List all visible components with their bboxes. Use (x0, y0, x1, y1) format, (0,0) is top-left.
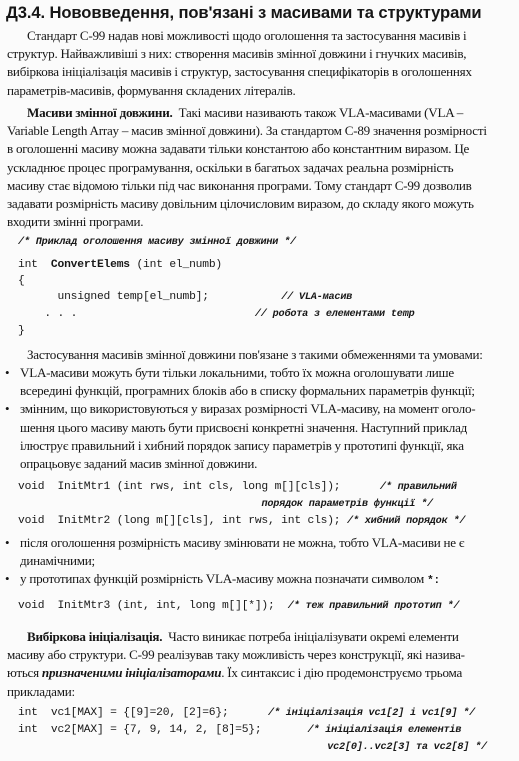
code-line: int vc1[MAX] = {[9]=20, [2]=6}; (18, 707, 229, 719)
vla-heading: Масиви змінної довжини. (27, 105, 173, 120)
code-decl: unsigned temp[el_numb]; (57, 291, 209, 303)
text-line: входити змінні програми. (7, 214, 144, 230)
bullet-dot: • (5, 365, 10, 380)
code-comment: // VLA-масив (281, 292, 353, 303)
code-dots: . . . (44, 308, 78, 320)
selective-init-paragraph (7, 628, 513, 701)
code-comment: /* ініціалізація елементів (307, 725, 462, 736)
code-block-initializers (18, 705, 516, 756)
text-line (7, 664, 513, 682)
selective-text-first: Часто виникає потреба ініціалізувати окремі елементи (168, 629, 459, 644)
text-line: ускладнює процес програмування, оскільки в багатьох задачах реальна розмірність (7, 159, 454, 175)
text-line: динамічними; (20, 553, 95, 569)
text-line: структур. Найважливіші з них: створення масивів змінної довжини і гнучких масивів, (7, 46, 467, 62)
bullet-dot: • (5, 535, 10, 550)
code-line: void InitMtr2 (long m[][cls], int rws, int cls); (18, 515, 341, 527)
text-line: задавати розмірність масиву довільним цілочисловим виразом, до складу якого можуть (7, 196, 474, 212)
code-comment: /* теж правильний прототип */ (287, 601, 460, 612)
code-comment: /* Приклад оголошення масиву змінної довжини */ (18, 237, 296, 248)
text-line: в оголошенні масиву можна задавати тільки константою або константним виразом. Це (7, 141, 470, 157)
star-symbol: *: (427, 575, 440, 588)
bullet-text: у прототипах функцій розмірність VLA-масиву можна позначати символом (20, 571, 425, 587)
code-keyword: int (18, 259, 38, 271)
bullet-list-b (0, 534, 519, 591)
text-line: змінним, що використовуються у виразах розмірності VLA-масиву, на момент оголо- (20, 401, 476, 417)
list-item (0, 570, 514, 590)
text-line: ілюструє правильний і хибний порядок запису параметрів у прототипі функції, яка (20, 437, 464, 453)
code-comment: порядок параметрів функції */ (261, 499, 433, 510)
code-block-star-prototype (18, 598, 516, 615)
text-line: прикладами: (7, 683, 75, 699)
text-line (20, 570, 514, 590)
code-comment: // робота з елементами temp (254, 309, 415, 320)
vla-paragraph (7, 104, 513, 231)
text-line: всередині функцій, програмних блоків або в списку формальних параметрів функції; (20, 383, 475, 399)
code-params: (int el_numb) (129, 259, 222, 271)
code-brace: } (18, 325, 25, 337)
text-line: Стандарт С-99 надав нові можливості щодо оголошення та застосування масивів і (27, 28, 467, 43)
code-function-name: ConvertElems (50, 259, 130, 271)
code-comment: /* правильний (379, 482, 457, 493)
text-line: вибіркова ініціалізація масивів і структур, застосування специфікаторів в оголошеннях (7, 64, 472, 80)
bullet-dot: • (5, 401, 10, 417)
list-item (0, 400, 514, 473)
text-line: масиву стає відомою тільки під час виконання програми. Тому стандарт С-99 дозволив (7, 177, 472, 193)
text-fragment: ються (7, 665, 42, 681)
text-line: опрацьовує заданий масив змінної довжини. (20, 456, 258, 472)
text-line: Застосування масивів змінної довжини пов'язане з такими обмеженнями та умовами: (27, 347, 483, 362)
intro-paragraph (7, 27, 513, 100)
text-line: Variable Length Array – масив змінної довжини). За стандартом С-89 значення розмірності (7, 123, 487, 139)
code-block-vla-example (18, 234, 516, 339)
bullet-list-a (0, 364, 519, 473)
selective-heading: Вибіркова ініціалізація. (27, 629, 163, 644)
text-line: після оголошення розмірність масиву змінювати не можна, тобто VLA-масиви не є (20, 535, 465, 550)
text-line: VLA-масиви можуть бути тільки локальними, тобто їх можна оголошувати лише (20, 365, 454, 380)
term-designated-initializers: призначеними ініціалізаторами (41, 665, 222, 681)
text-line: параметрів-масивів, формування складених літералів. (7, 82, 296, 98)
code-brace: { (18, 275, 25, 287)
section-title: Д3.4. Нововведення, пов'язані з масивами та структурами (6, 3, 482, 22)
code-comment: /* хибний порядок */ (346, 516, 466, 527)
restrictions-intro (7, 346, 513, 364)
text-line: масиву або структури. С-99 реалізував таку можливість через конструкції, які назива- (7, 647, 465, 663)
vla-text-first: Такі масиви називають також VLA-масивами (VLA – (178, 105, 464, 120)
list-item (0, 364, 514, 400)
code-line: void InitMtr1 (int rws, int cls, long m[][cls]); (18, 481, 341, 493)
bullet-dot: • (5, 571, 10, 587)
text-line: шення цього масиву мають бути присвоєні конкретні значення. Наступний приклад (20, 419, 468, 435)
code-line: void InitMtr3 (int, int, long m[][*]); (18, 600, 275, 612)
text-line (7, 104, 513, 122)
code-block-prototypes (18, 479, 516, 530)
code-line: int vc2[MAX] = {7, 9, 14, 2, [8]=5}; (18, 724, 262, 736)
text-fragment: . Їх синтаксис і дію продемонструємо трьома (221, 665, 463, 681)
code-comment: /* ініціалізація vc1[2] і vc1[9] */ (268, 708, 476, 719)
list-item (0, 534, 514, 570)
text-line (7, 628, 513, 646)
code-comment: vc2[0]..vc2[3] та vc2[8] */ (327, 742, 487, 753)
